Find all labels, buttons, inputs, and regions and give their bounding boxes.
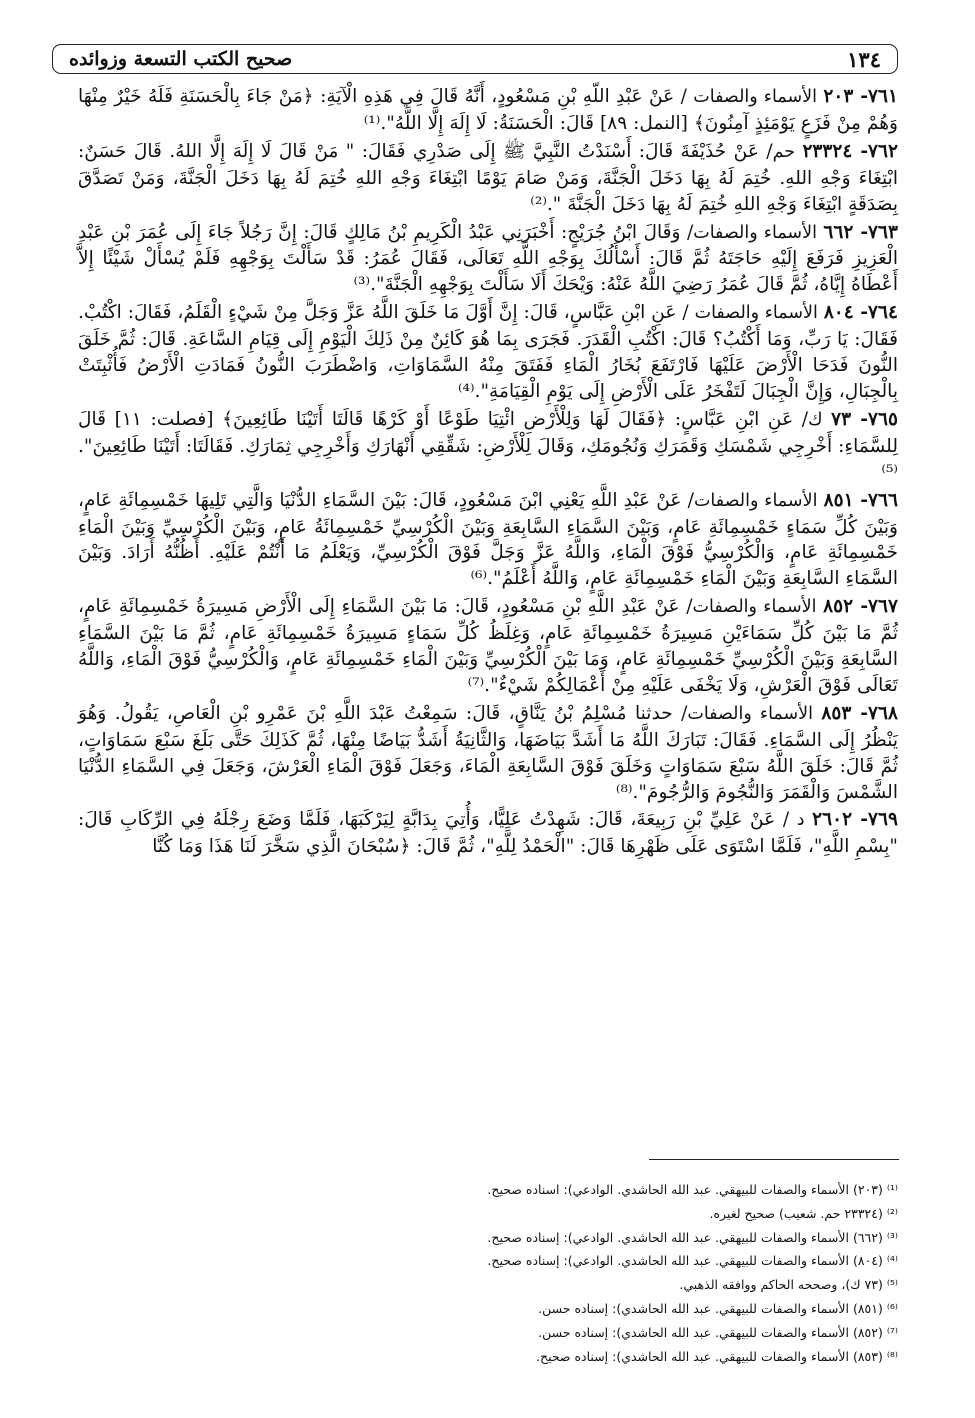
hadith-entry: [78, 300, 898, 405]
hadith-number: ٧٦٤- ٨٠٤: [823, 302, 898, 324]
hadith-source: الأسماء والصفات: [692, 597, 817, 618]
hadith-source: الأسماء والصفات: [693, 87, 817, 107]
hadith-number: ٧٦٢- ٢٣٣٢٤: [802, 140, 899, 162]
hadith-number: ٧٦٣- ٦٦٢: [823, 221, 898, 243]
hadith-source: ك: [808, 409, 823, 430]
page-header: [52, 44, 898, 74]
footnote: ⁽⁴⁾ (٨٠٤) الأسماء والصفات للبيهقي. عبد الله الحاشدي. الوادعي): إسناده صحيح.: [487, 1253, 898, 1269]
hadith-entry: [78, 701, 898, 806]
footnote: ⁽⁵⁾ (٧٣ ك)، وصححه الحاكم ووافقه الذهبي.: [679, 1277, 898, 1293]
hadith-number: ٧٦٦- ٨٥١: [823, 489, 898, 511]
hadith-text: / عَنِ ابْنِ عَبَّاسٍ: ﴿فَقَالَ لَهَا وَلِلْأَرْضِ ائْتِيَا طَوْعًا أَوْ كَرْهًا قَالَتَا أَتَيْنَا طَائِعِينَ﴾ [فصلت: ١١] قَالَ لِلسَّمَاءِ: أَخْرِجِي شَمْسَكِ وَقَمَرَكِ وَنُجُومَكِ، وَقَالَ لِلْأَرْضِ: شَقِّقِي أَنْهَارَكِ وَأَخْرِجِي ثِمَارَكِ. فَقَالَتَا: أَتَيْنَا طَائِعِينَ".⁽⁵⁾: [78, 408, 898, 483]
footnotes: [120, 1178, 898, 1368]
hadith-text-body: [78, 84, 898, 862]
footnote: ⁽⁶⁾ (٨٥١) الأسماء والصفات للبيهقي. عبد الله الحاشدي): إسناده حسن.: [538, 1300, 898, 1316]
hadith-entry: [78, 84, 898, 137]
hadith-entry: [78, 139, 898, 218]
hadith-text: / عَنْ عَلِيِّ بْنِ رَبِيعَةَ، قَالَ: شَهِدْتُ عَلِيًّا، وَأُتِيَ بِدَابَّةٍ لِيَرْكَبَهَا، فَلَمَّا وَضَعَ رِجْلَهُ فِي الرِّكَابِ قَالَ: "بِسْمِ اللَّهِ"، فَلَمَّا اسْتَوَى عَلَى ظَهْرِهَا قَالَ: "الْحَمْدُ لِلَّهِ"، ثُمَّ قَالَ: ﴿سُبْحَانَ الَّذِي سَخَّرَ لَنَا هَذَا وَمَا كُنَّا: [78, 809, 898, 858]
book-title: صحيح الكتب التسعة وزوائده: [69, 48, 293, 70]
hadith-source: الأسماء والصفات: [687, 703, 814, 724]
hadith-text: / عَنْ عَبْدِ اللَّهِ بْنِ مَسْعُودٍ، قَالَ: مَا بَيْنَ السَّمَاءِ إِلَى الْأَرْضِ مَسِيرَةُ خَمْسِمِائَةِ عَامٍ، ثُمَّ مَا بَيْنَ كُلِّ سَمَاءَيْنِ مَسِيرَةُ خَمْسِمِائَةِ عَامٍ، وَغِلَظُ كُلِّ سَمَاءٍ مَسِيرَةُ خَمْسِمِائَةِ عَامٍ، ثُمَّ مَا بَيْنَ السَّمَاءِ السَّابِعَةِ وَبَيْنَ الْكُرْسِيِّ خَمْسِمِائَةِ عَامٍ، وَمَا بَيْنَ الْكُرْسِيِّ وَبَيْنَ الْمَاءِ خَمْسِمِائَةِ عَامٍ، وَالْكُرْسِيُّ فَوْقَ الْمَاءِ، وَاللَّهُ تَعَالَى فَوْقَ الْعَرْشِ، وَلَا يَخْفَى عَلَيْهِ مِنْ أَعْمَالِكُمْ شَيْءٌ".⁽⁷⁾: [78, 596, 898, 696]
hadith-text: / عَنْ عَبْدِ اللَّهِ يَعْنِي ابْنَ مَسْعُودٍ، قَالَ: بَيْنَ السَّمَاءِ الدُّنْيَا وَالَّتِي تَلِيهَا خَمْسِمِائَةِ عَامٍ، وَبَيْنَ كُلِّ سَمَاءٍ خَمْسِمِائَةِ عَامٍ، وَبَيْنَ السَّمَاءِ السَّابِعَةِ وَبَيْنَ الْكُرْسِيِّ خَمْسِمِائَةُ عَامٍ، وَبَيْنَ الْكُرْسِيِّ وَبَيْنَ الْمَاءِ خَمْسِمِائَةِ عَامٍ، وَالْكُرْسِيُّ فَوْقَ الْمَاءِ، وَاللَّهُ عَزَّ وَجَلَّ فَوْقَ الْكُرْسِيِّ، وَيَعْلَمُ مَا أَنْتُمْ عَلَيْهِ. أَظُنُّهُ أَرَادَ. وَبَيْنَ السَّمَاءِ السَّابِعَةِ وَبَيْنَ الْمَاءِ خَمْسِمِائَةِ عَامٍ، وَاللَّهُ أَعْلَمُ".⁽⁶⁾: [78, 489, 898, 590]
hadith-source: الأسماء والصفات: [693, 490, 818, 511]
hadith-entry: [78, 220, 898, 299]
hadith-text: / عَنْ عَبْدِ اللّهِ بْنِ مَسْعُودٍ، أَنَّهُ قَالَ فِي هَذِهِ الْآيَةِ: ﴿مَنْ جَاءَ بِالْحَسَنَةِ فَلَهُ خَيْرٌ مِنْهَا وَهُمْ مِنْ فَزَعٍ يَوْمَئِذٍ آمِنُونَ﴾ [النمل: ٨٩] قَالَ: الْحَسَنَةُ: لَا إِلَهَ إِلَّا اللَّهُ".⁽¹⁾: [78, 86, 898, 134]
hadith-text: / حدثنا مُسْلِمُ بْنُ يَنَّاقٍ، قَالَ: سَمِعْتُ عَبْدَ اللَّهِ بْنَ عَمْرِو بْنِ الْعَاصِ، يَقُولُ. وَهُوَ يَنْظُرُ إِلَى السَّمَاءِ. فَقَالَ: تَبَارَكَ اللَّهُ مَا أَشَدَّ بَيَاضَهَا، وَالثَّانِيَةُ أَشَدُّ بَيَاضًا مِنْهَا، ثُمَّ كَذَلِكَ حَتَّى بَلَغَ سَبْعَ سَمَاوَاتٍ، ثُمَّ قَالَ: خَلَقَ اللَّهُ سَبْعَ سَمَاوَاتٍ وَخَلَقَ فَوْقَ السَّابِعَةِ الْمَاءَ، وَجَعَلَ فَوْقَ الْمَاءِ الْعَرْشَ، وَجَعَلَ فِي السَّمَاءِ الدُّنْيَا الشَّمْسَ وَالْقَمَرَ وَالنُّجُومَ وَالرُّجُومَ".⁽⁸⁾: [78, 702, 898, 803]
hadith-source: حم: [772, 141, 796, 162]
hadith-text: / وَقَالَ ابْنُ جُرَيْجٍ: أَخْبَرَنِي عَبْدُ الْكَرِيمِ بْنُ مَالِكٍ قَالَ: إِنَّ رَجُلاً جَاءَ إِلَى عُمَرَ بْنِ عَبْدِ الْعَزِيزِ فَرَفَعَ إِلَيْهِ حَاجَتَهُ ثُمَّ قَالَ: أَسْأَلُكَ بِوَجْهِ اللَّهِ تَعَالَى، فَقَالَ عُمَرُ: قَدْ سَأَلْتَ بِوَجْهِهِ فَلَمْ يُسْأَلْ شَيْئًا إِلاَّ أَعْطَاهُ إِيَّاهُ، ثُمَّ قَالَ عُمَرُ رَضِيَ اللَّهُ عَنْهُ: وَيْحَكَ أَلَا سَأَلْتَ بِوَجْهِهِ الْجَنَّةَ".⁽³⁾: [78, 221, 898, 296]
footnote: ⁽¹⁾ (٢٠٣) الأسماء والصفات للبيهقي. عبد الله الحاشدي. الوادعي): اسناده صحيح.: [487, 1182, 898, 1197]
hadith-text: / عَنِ ابْنِ عَبَّاسٍ، قَالَ: إِنَّ أَوَّلَ مَا خَلَقَ اللَّهُ عَزَّ وَجَلَّ مِنْ شَيْءٍ الْقَلَمُ، فَقَالَ: اكْتُبْ. فَقَالَ: يَا رَبِّ، وَمَا أَكْتُبُ؟ قَالَ: اكْتُبِ الْقَدَرَ. فَجَرَى بِمَا هُوَ كَائِنٌ مِنْ ذَلِكَ الْيَوْمِ إِلَى قِيَامِ السَّاعَةِ. قَالَ: ثُمَّ خَلَقَ النُّونَ فَدَحَا الْأَرْضَ عَلَيْهَا فَارْتَفَعَ بُخَارُ الْمَاءِ فَفَتَقَ مِنْهُ السَّمَاوَاتِ، وَاضْطَرَبَ النُّونُ فَمَادَتِ الْأَرْضُ فَأُثْبِتَتْ بِالْجِبَالِ، وَإِنَّ الْجِبَالَ لَتَفْخَرُ عَلَى الْأَرْضِ إِلَى يَوْمِ الْقِيَامَةِ".⁽⁴⁾: [78, 302, 898, 402]
hadith-number: ٧٦٥- ٧٣: [831, 408, 898, 430]
hadith-source: د: [796, 810, 805, 831]
hadith-entry: [78, 488, 898, 593]
hadith-text: / عَنْ حُذَيْفَةَ قَالَ: أَسْنَدْتُ النَّبِيَّ ﷺ إِلَى صَدْرِي فَقَالَ: " مَنْ قَالَ لَا إِلَهَ إِلَّا اللهُ. قَالَ حَسَنٌ: ابْتِغَاءَ وَجْهِ اللهِ. خُتِمَ لَهُ بِهَا دَخَلَ الْجَنَّةَ، وَمَنْ صَامَ يَوْمًا ابْتِغَاءَ وَجْهِ اللهِ خُتِمَ لَهُ بِهَا دَخَلَ الْجَنَّةَ، وَمَنْ تَصَدَّقَ بِصَدَقَةٍ ابْتِغَاءَ وَجْهِ اللهِ خُتِمَ لَهُ بِهَا دَخَلَ الْجَنَّةَ ".⁽²⁾: [78, 140, 898, 215]
footnote: ⁽⁸⁾ (٨٥٣) الأسماء والصفات للبيهقي. عبد الله الحاشدي): إسناده صحيح.: [536, 1348, 898, 1364]
hadith-number: ٧٦٨- ٨٥٣: [821, 702, 898, 724]
footnote: ⁽⁷⁾ (٨٥٢) الأسماء والصفات للبيهقي. عبد الله الحاشدي): إسناده حسن.: [538, 1324, 898, 1340]
footnote: ⁽²⁾ (٢٣٣٢٤ حم. شعيب) صحيح لغيره.: [709, 1205, 898, 1221]
footnote: ⁽³⁾ (٦٦٢) الأسماء والصفات للبيهقي. عبد الله الحاشدي. الوادعي): إسناده صحيح.: [487, 1229, 898, 1245]
hadith-entry: [78, 407, 898, 486]
footnote-separator: [649, 1159, 899, 1160]
hadith-entry: [78, 594, 898, 699]
hadith-number: ٧٦٧- ٨٥٢: [823, 596, 899, 618]
hadith-entry: [78, 807, 898, 860]
hadith-number: ٧٦٩- ٢٦٠٢: [812, 809, 898, 831]
hadith-source: الأسماء والصفات: [693, 222, 817, 243]
hadith-number: ٧٦١- ٢٠٣: [823, 86, 898, 107]
hadith-source: الأسماء والصفات: [694, 303, 818, 324]
page-number: ١٣٤: [847, 46, 881, 72]
